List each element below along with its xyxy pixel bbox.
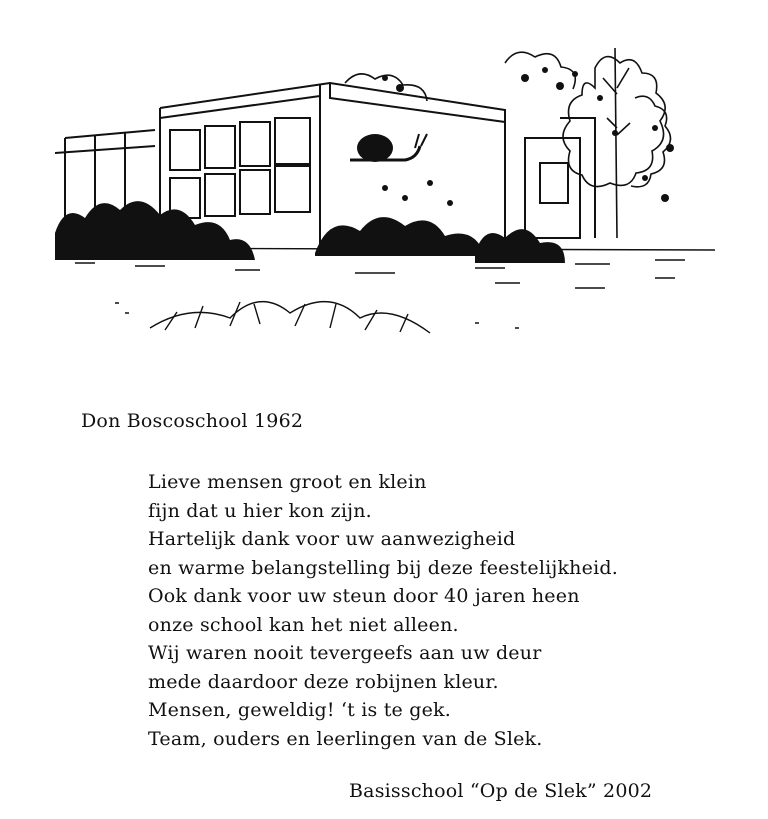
poem-line: Ook dank voor uw steun door 40 jaren heen — [148, 585, 580, 607]
poem-line: onze school kan het niet alleen. — [148, 613, 459, 636]
poem-line: fijn dat u hier kon zijn. — [148, 499, 372, 522]
ground-lines — [55, 248, 715, 333]
snail-mural — [350, 134, 453, 206]
poem-line: Lieve mensen groot en klein — [148, 471, 427, 493]
caption-title: Don Boscoschool 1962 — [81, 410, 304, 432]
poem-line: mede daardoor deze robijnen kleur. — [148, 670, 499, 693]
poem-line: Hartelijk dank voor uw aanwezigheid — [148, 528, 516, 550]
tree-foliage — [345, 48, 671, 238]
signature: Basisschool “Op de Slek” 2002 — [349, 780, 653, 802]
poem-line: Mensen, geweldig! ‘t is te gek. — [148, 699, 451, 721]
school-building-illustration — [55, 38, 715, 343]
poem-line: Team, ouders en leerlingen van de Slek. — [148, 727, 543, 750]
poem — [148, 468, 618, 753]
poem-line: Wij waren nooit tevergeefs aan uw deur — [148, 642, 542, 664]
poem-line: en warme belangstelling bij deze feestelijkheid. — [148, 556, 618, 579]
